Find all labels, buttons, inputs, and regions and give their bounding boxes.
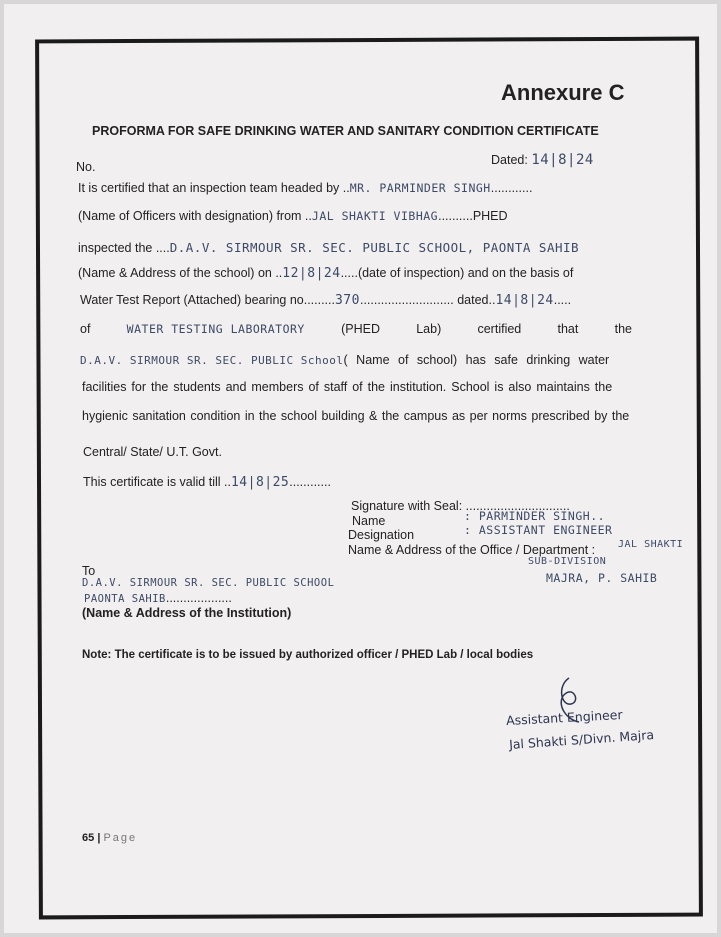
handwritten-report-date: 14|8|24 [495,293,554,308]
line-school-name [80,353,609,367]
text: inspected the .... [78,241,170,255]
office-label: Name & Address of the Office / Department : [348,543,596,557]
designation-value: : ASSISTANT ENGINEER [464,523,613,537]
text: ................... [165,591,232,605]
page-number: 65 [82,832,95,844]
to-caption: (Name & Address of the Institution) [82,606,292,620]
line-inspection-date [78,266,573,281]
office-value-3: MAJRA, P. SAHIB [546,571,658,585]
handwritten-report-no: 370 [334,293,360,308]
text: (Name of Officers with designation) from .. [78,209,312,223]
text: ............ [490,181,533,195]
handwritten-officer: MR. PARMINDER SINGH [349,181,491,195]
line-govt: Central/ State/ U.T. Govt. [83,445,222,459]
text: .....(date of inspection) and on the basis of [340,266,574,280]
office-value-2: SUB-DIVISION [528,556,607,567]
page-word: Page [103,832,138,844]
text: ..... [553,293,572,307]
handwritten-inspection-date: 12|8|24 [282,266,341,281]
line-team-head [78,181,532,195]
signature-label: Signature with Seal: .............................. [351,499,570,513]
stamp-line-2: Jal Shakti S/Divn. Majra [508,726,655,753]
separator: | [97,832,101,844]
page-footer [82,832,137,844]
handwritten-school: D.A.V. SIRMOUR SR. SEC. PUBLIC SCHOOL, PAONTA SAHIB [169,240,580,255]
handwritten-school-name: D.A.V. SIRMOUR SR. SEC. PUBLIC School [80,354,344,367]
designation-label: Designation [348,528,415,542]
to-address [84,591,232,605]
text: that [557,322,579,336]
certificate-page [4,4,717,933]
line-facilities: facilities for the students and members of staff of the institution. School is also maintains the [82,380,613,394]
text: Lab) [416,322,442,336]
to-school: D.A.V. SIRMOUR SR. SEC. PUBLIC SCHOOL [82,577,335,589]
text: ..........PHED [438,209,508,223]
office-value-1: JAL SHAKTI [618,539,684,550]
text: This certificate is valid till .. [83,475,231,489]
text: (Name & Address of the school) on .. [78,266,283,280]
line-hygiene: hygienic sanitation condition in the school building & the campus as per norms prescribed by the [82,409,630,423]
line-lab [80,322,632,336]
text: It is certified that an inspection team headed by .. [78,181,350,195]
text: the [614,322,632,336]
text: (PHED [341,322,380,336]
text: Water Test Report (Attached) bearing no......... [80,293,335,307]
stamp-line-1: Assistant Engineer [505,706,623,729]
name-label: Name [352,514,386,528]
name-value: : PARMINDER SINGH.. [464,509,606,523]
annexure-title: Annexure C [501,80,625,105]
dated-field [491,152,594,168]
line-validity [83,475,331,490]
line-test-report [80,293,571,308]
certificate-heading: PROFORMA FOR SAFE DRINKING WATER AND SANITARY CONDITION CERTIFICATE [92,124,599,138]
line-officer-from [78,209,508,223]
handwritten-lab: WATER TESTING LABORATORY [126,322,305,336]
text: ( Name of school) has safe drinking water [343,353,610,367]
handwritten-department: JAL SHAKTI VIBHAG [311,209,439,223]
dated-value: 14|8|24 [531,152,594,168]
note: Note: The certificate is to be issued by authorized officer / PHED Lab / local bodies [82,649,534,661]
text: ........................... dated.. [359,293,496,307]
text: certified [477,322,522,336]
to-town: PAONTA SAHIB [84,593,166,605]
handwritten-valid-date: 14|8|25 [230,475,290,490]
text: ............ [289,475,331,489]
dated-label: Dated: [491,153,528,167]
line-inspected [78,240,579,255]
no-label: No. [76,160,96,174]
to-label: To [82,564,96,578]
text: of [80,322,91,336]
